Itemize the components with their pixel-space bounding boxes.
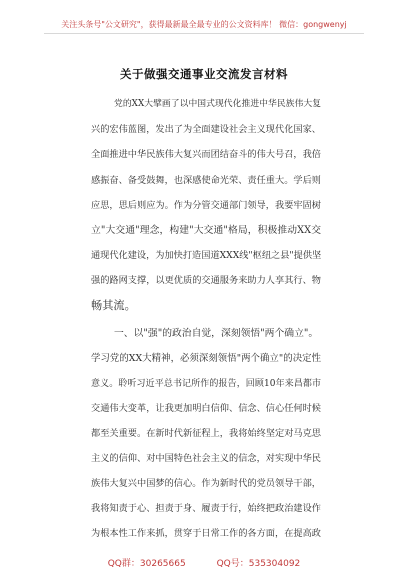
footer-qq-number: QQ号：535304092 bbox=[216, 559, 301, 569]
page-header-promo: 关注头条号"公文研究"，获得最新最全最专业的公文资料库！ 微信：gongwenyj bbox=[61, 20, 347, 29]
body-line: 学习党的XX大精神，必须深刻领悟"两个确立"的决定性 bbox=[91, 353, 321, 364]
body-line: 通现代化建设，为加快打造国道XXX线"枢纽之县"提供坚 bbox=[91, 250, 322, 261]
body-line: 党的XX大擘画了以中国式现代化推进中华民族伟大复 bbox=[114, 99, 321, 109]
body-line: 都至关重要。在新时代新征程上，我将始终坚定对马克思 bbox=[91, 428, 321, 439]
body-line: 畅其流。 bbox=[91, 299, 136, 312]
body-line: 交通伟大变革，让我更加明白信仰、信念、信心任何时候 bbox=[91, 403, 321, 414]
body-line: 立"大交通"理念，构建"大交通"格局，积极推动XX交 bbox=[91, 225, 321, 236]
body-line: 我将知责于心、担责于身、履责于行，始终把政治建设作 bbox=[91, 503, 321, 514]
page-footer-contact bbox=[0, 556, 408, 569]
body-line: 为根本性工作来抓，贯穿于日常工作的各方面，在提高政 bbox=[91, 528, 321, 539]
header-divider bbox=[44, 33, 364, 34]
body-line: 意义。聆听习近平总书记所作的报告，回顾10年来昌都市 bbox=[91, 379, 321, 389]
body-line: 感振奋、备受鼓舞，也深感使命光荣、责任重大。学后则 bbox=[91, 175, 321, 186]
body-line: 族伟大复兴中国梦的信心。作为新时代的党员领导干部， bbox=[91, 478, 321, 489]
footer-qq-group: QQ群：30265665 bbox=[107, 559, 186, 569]
section-heading: 一、以"强"的政治自觉，深刻领悟"两个确立"。 bbox=[114, 328, 319, 339]
body-line: 强的路网支撑，以更优质的交通服务来助力人享其行、物 bbox=[91, 275, 321, 286]
document-title: 关于做强交通事业交流发言材料 bbox=[120, 67, 288, 81]
body-line: 主义的信仰、对中国特色社会主义的信念，对实现中华民 bbox=[91, 453, 321, 464]
body-line: 兴的宏伟蓝图，发出了为全面建设社会主义现代化国家、 bbox=[91, 124, 321, 135]
body-line: 应思，思后则应为。作为分管交通部门领导，我要牢固树 bbox=[91, 200, 321, 211]
body-line: 全面推进中华民族伟大复兴而团结奋斗的伟大号召，我倍 bbox=[91, 149, 321, 160]
